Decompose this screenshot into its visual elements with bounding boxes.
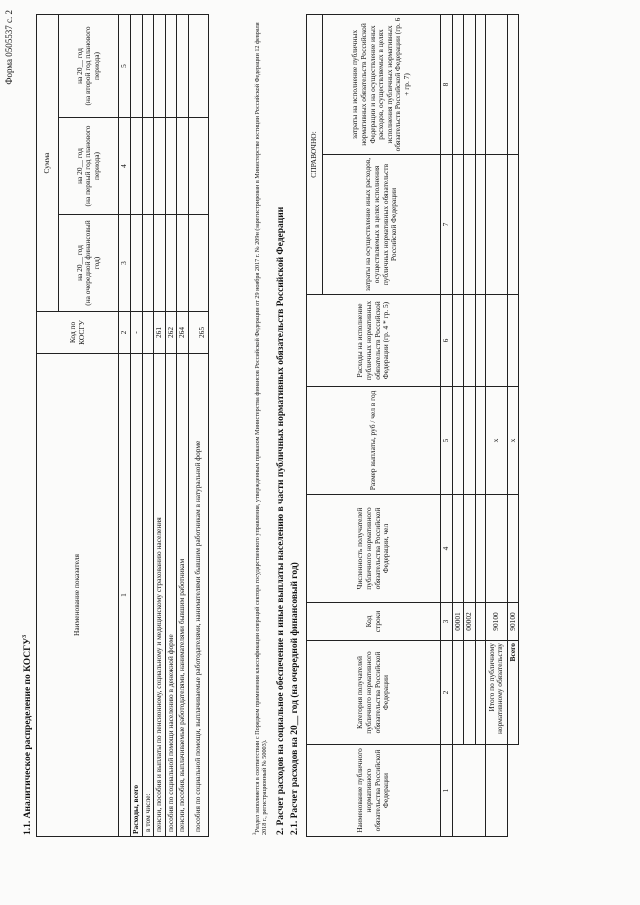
table-row bbox=[475, 14, 485, 836]
table1-number-row: 1 2 3 4 5 bbox=[119, 14, 131, 836]
table-row: пенсии, пособия, выплачиваемые работодателями, нанимателями бывшим работникам 264 bbox=[177, 14, 189, 836]
col-sum-header: Сумма bbox=[37, 14, 59, 311]
col-total-costs-header: затраты на исполнение публичных нормативных обязательств Российской Федерации и на осуществление иных расходов, осуществляемых в целях исполнения публичных нормативных обязательств Российской Федерации (гр. 6 + гр. 7) bbox=[323, 14, 441, 154]
table-row: в том числе: bbox=[142, 14, 154, 836]
normative-obligations-table bbox=[306, 14, 519, 837]
col-obligation-name-header: Наименование публичного нормативного обязательства Российской Федерации bbox=[307, 745, 441, 837]
col-recipients-count-header: Численность получателей публичного нормативного обязательства Российской Федерации, чел bbox=[307, 495, 441, 603]
table-row: пособия по социальной помощи населению в денежной форме 262 bbox=[165, 14, 177, 836]
table-row: пенсии, пособия и выплаты по пенсионному, социальному и медицинскому страхованию населения 261 bbox=[154, 14, 166, 836]
section-2-title: 2. Расчет расходов на социальное обеспечение и иные выплаты населению в части публичных нормативных обязательств Российской Федерации bbox=[276, 206, 286, 835]
col-expenses-header: Расходы на исполнение публичных нормативных обязательств Российской Федерации (гр. 4 * гр. 5) bbox=[307, 295, 441, 387]
table-row: 00002 bbox=[464, 14, 476, 836]
kosgu-table bbox=[36, 14, 209, 837]
footnote-3: $^3$Раздел заполняется в соответствии с Порядком применения классификации операций сектора государственного управления, утвержденным приказом Министерства финансов Российской Федерации от 29 ноября 2017 г. № 209н (зарегистрирован в Министерстве юстиции Российской Федерации 12 февраля 2018 г., регистрационный № 50003). bbox=[253, 22, 269, 835]
col-other-expenses-header: затраты на осуществление иных расходов, осуществляемых в целях исполнения публичных нормативных обязательств Российской Федерации bbox=[323, 155, 441, 295]
form-number: Форма 0505537 с. 2 bbox=[4, 10, 14, 85]
table-row: Всего 90100 x bbox=[507, 14, 519, 836]
table-row: Расходы, всего - bbox=[130, 14, 142, 836]
col-reference-header: СПРАВОЧНО: bbox=[307, 14, 323, 294]
col-recipient-category-header: Категория получателей публичного нормативного обязательства Российской Федерации bbox=[307, 641, 441, 745]
table-row: 00001 bbox=[452, 14, 464, 836]
table-row: пособия по социальной помощи, выплачиваемые работодателями, нанимателями бывшим работникам в натуральной форме 265 bbox=[188, 14, 208, 836]
col-payment-amount-header: Размер выплаты, руб / чел в год bbox=[307, 387, 441, 495]
col-year-second-header: на 20__ год (на второй год планового периода) bbox=[59, 14, 119, 117]
section-1-1-title: 1.1. Аналитическое распределение по КОСГУ$^3$ bbox=[22, 634, 34, 835]
col-kosgu-header: Код по КОСГУ bbox=[37, 312, 119, 354]
table-row: Итого по публичному нормативному обязательству 90100 x bbox=[485, 14, 507, 836]
table2-number-row: 1 2 3 4 5 6 7 8 bbox=[441, 14, 453, 836]
col-year-current-header: на 20__ год (на очередной финансовый год) bbox=[59, 215, 119, 312]
col-year-first-header: на 20__ год (на первый год планового периода) bbox=[59, 118, 119, 215]
col-indicator-header: Наименование показателя bbox=[37, 354, 119, 837]
col-line-code-header: Код строки bbox=[307, 603, 441, 641]
section-2-1-title: 2.1. Расчет расходов на 20__ год (на очередной финансовый год) bbox=[290, 562, 300, 835]
